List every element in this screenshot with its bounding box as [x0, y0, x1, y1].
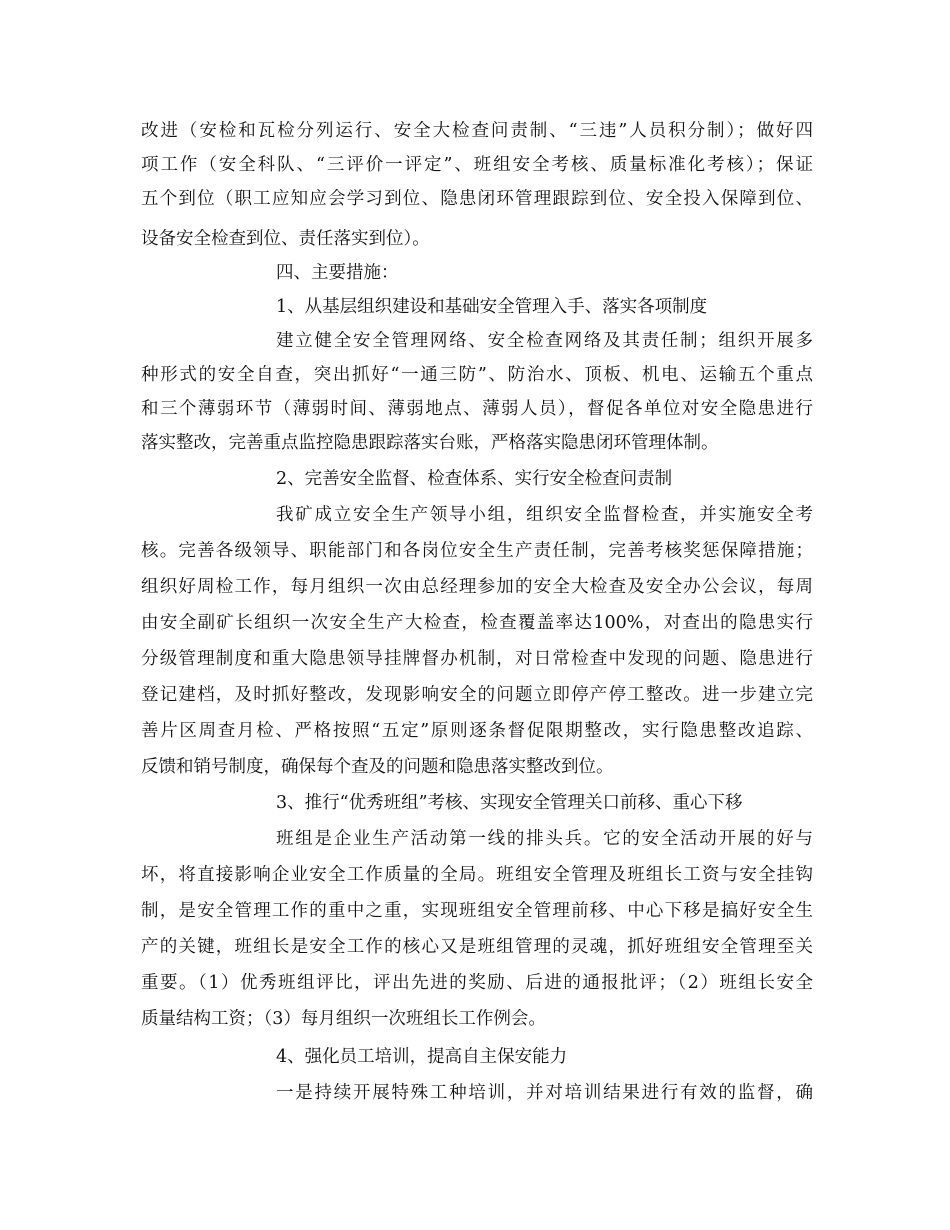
paragraph-line: 坏，将直接影响企业安全工作质量的全局。班组安全管理及班组长工资与安全挂钩 — [141, 865, 813, 885]
subsection-heading: 4、强化员工培训，提高自主保安能力 — [276, 1047, 568, 1067]
paragraph-line: 重要。（1）优秀班组评比，评出先进的奖励、后进的通报批评；（2）班组长安全 — [141, 973, 813, 993]
section-heading: 四、主要措施： — [276, 263, 399, 283]
paragraph-line: 改进（安检和瓦检分列运行、安全大检查问责制、“三违”人员积分制）；做好四 — [141, 121, 813, 141]
paragraph-line: 分级管理制度和重大隐患领导挂牌督办机制，对日常检查中发现的问题、隐患进行 — [141, 649, 813, 669]
subsection-heading: 1、从基层组织建设和基础安全管理入手、落实各项制度 — [276, 297, 708, 317]
paragraph-line: 设备安全检查到位、责任落实到位）。 — [141, 229, 430, 249]
paragraph-line: 五个到位（职工应知应会学习到位、隐患闭环管理跟踪到位、安全投入保障到位、 — [141, 189, 813, 209]
paragraph-line: 种形式的安全自查，突出抓好“一通三防”、防治水、顶板、机电、运输五个重点 — [141, 365, 813, 385]
paragraph-line: 和三个薄弱环节（薄弱时间、薄弱地点、薄弱人员），督促各单位对安全隐患进行 — [141, 399, 813, 419]
paragraph-line: 登记建档，及时抓好整改，发现影响安全的问题立即停产停工整改。进一步建立完 — [141, 685, 813, 705]
paragraph-line: 由安全副矿长组织一次安全生产大检查，检查覆盖率达100%，对查出的隐患实行 — [141, 613, 813, 633]
paragraph-line: 质量结构工资；（3）每月组织一次班组长工作例会。 — [141, 1009, 546, 1029]
paragraph-line: 项工作（安全科队、“三评价一评定”、班组安全考核、质量标准化考核）；保证 — [141, 155, 813, 175]
subsection-heading: 2、完善安全监督、检查体系、实行安全检查问责制 — [276, 469, 673, 489]
paragraph-line: 班组是企业生产活动第一线的排头兵。它的安全活动开展的好与 — [276, 829, 813, 849]
paragraph-line: 制，是安全管理工作的重中之重，实现班组安全管理前移、中心下移是搞好安全生 — [141, 901, 813, 921]
paragraph-line: 反馈和销号制度，确保每个查及的问题和隐患落实整改到位。 — [141, 757, 614, 777]
paragraph-line: 善片区周查月检、严格按照“五定”原则逐条督促限期整改，实行隐患整改追踪、 — [141, 721, 813, 741]
subsection-heading: 3、推行“优秀班组”考核、实现安全管理关口前移、重心下移 — [276, 793, 743, 813]
paragraph-line: 组织好周检工作，每月组织一次由总经理参加的安全大检查及安全办公会议，每周 — [141, 577, 813, 597]
paragraph-line: 我矿成立安全生产领导小组，组织安全监督检查，并实施安全考 — [276, 505, 813, 525]
paragraph-line: 核。完善各级领导、职能部门和各岗位安全生产责任制，完善考核奖惩保障措施； — [141, 541, 813, 561]
paragraph-line: 一是持续开展特殊工种培训，并对培训结果进行有效的监督，确 — [276, 1083, 813, 1103]
paragraph-line: 落实整改，完善重点监控隐患跟踪落实台账，严格落实隐患闭环管理体制。 — [141, 433, 719, 453]
paragraph-line: 建立健全安全管理网络、安全检查网络及其责任制；组织开展多 — [276, 331, 813, 351]
paragraph-line: 产的关键，班组长是安全工作的核心又是班组管理的灵魂，抓好班组安全管理至关 — [141, 937, 813, 957]
